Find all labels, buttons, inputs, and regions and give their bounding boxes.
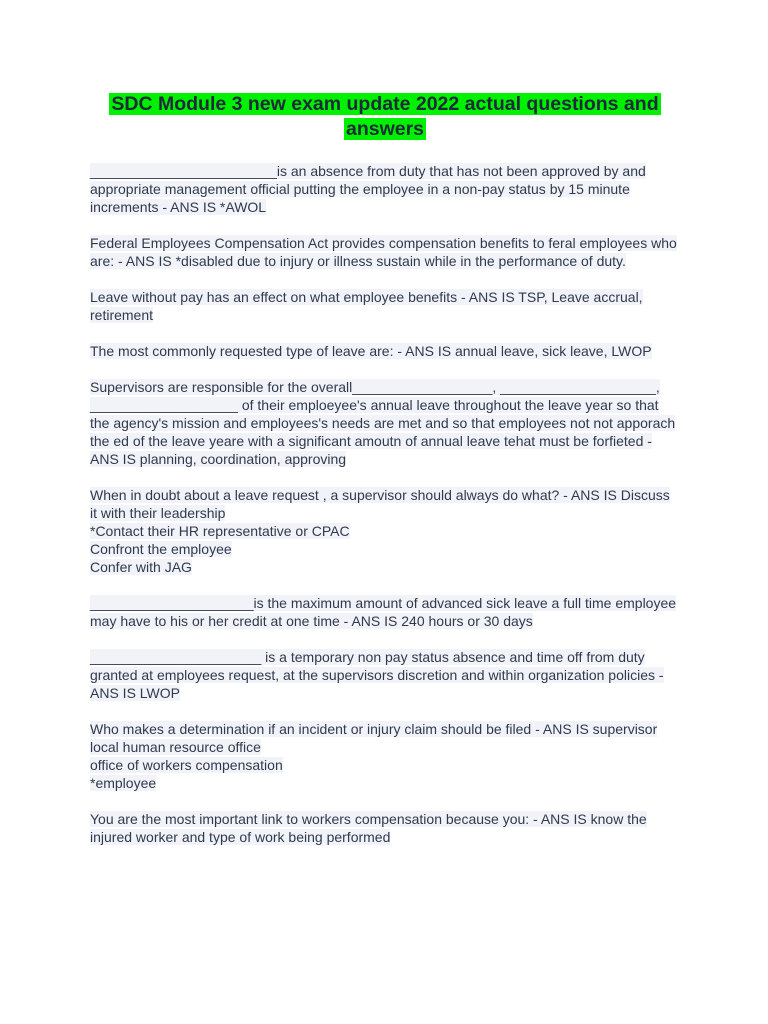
qa-text: [90, 720, 680, 792]
qa-line-text: ______________________ is a temporary non pay status absence and time off from duty granted at employees request, at the supervisors discretion and within organization policies - ANS IS LWOP: [90, 649, 664, 701]
qa-line-text: _____________________is the maximum amount of advanced sick leave a full time employee may have to his or her credit at one time - ANS IS 240 hours or 30 days: [90, 595, 677, 629]
qa-text: [90, 594, 680, 630]
qa-line: [90, 162, 680, 216]
qa-list: [90, 162, 680, 846]
qa-item: [90, 288, 680, 324]
qa-line: [90, 540, 680, 558]
qa-text: [90, 378, 680, 468]
qa-line: [90, 288, 680, 324]
document-page: [90, 92, 680, 864]
qa-line: [90, 234, 680, 270]
qa-line-text: local human resource office: [90, 739, 261, 755]
qa-line-text: The most commonly requested type of leave are: - ANS IS annual leave, sick leave, LWOP: [90, 343, 652, 359]
qa-line-text: When in doubt about a leave request , a supervisor should always do what? - ANS IS Discuss it with their leadership: [90, 487, 670, 521]
qa-line-text: ________________________is an absence from duty that has not been approved by and appropriate management official putting the employee in a non-pay status by 15 minute increments - ANS IS *AWOL: [90, 163, 646, 215]
qa-line: [90, 522, 680, 540]
qa-text: [90, 648, 680, 702]
qa-line-text: Confer with JAG: [90, 559, 192, 575]
qa-item: [90, 720, 680, 792]
qa-text: [90, 234, 680, 270]
qa-line-text: *employee: [90, 775, 157, 791]
qa-line: [90, 774, 680, 792]
qa-item: [90, 342, 680, 360]
qa-line-text: Leave without pay has an effect on what employee benefits - ANS IS TSP, Leave accrual, retirement: [90, 289, 643, 323]
qa-line: [90, 810, 680, 846]
qa-item: [90, 810, 680, 846]
qa-line: [90, 720, 680, 738]
qa-line: [90, 558, 680, 576]
qa-line-text: office of workers compensation: [90, 757, 283, 773]
qa-text: [90, 162, 680, 216]
qa-line: [90, 486, 680, 522]
qa-item: [90, 162, 680, 216]
qa-line-text: Confront the employee: [90, 541, 232, 557]
qa-line-text: Who makes a determination if an incident or injury claim should be filed - ANS IS supervisor: [90, 721, 658, 737]
qa-text: [90, 810, 680, 846]
qa-line: [90, 378, 680, 468]
qa-line-text: Supervisors are responsible for the overall__________________, ____________________, ___________________ of their emploeyee's annual leave throughout the leave year so that the agency's mission and employees's needs are met and so that employees not not apporach the ed of the leave yeare with a significant amoutn of annual leave tehat must be forfieted - ANS IS planning, coordination, approving: [90, 379, 676, 467]
qa-line-text: You are the most important link to workers compensation because you: - ANS IS know the injured worker and type of work being performed: [90, 811, 647, 845]
qa-item: [90, 378, 680, 468]
qa-line: [90, 756, 680, 774]
qa-line: [90, 594, 680, 630]
qa-text: [90, 486, 680, 576]
qa-item: [90, 648, 680, 702]
qa-item: [90, 594, 680, 630]
qa-text: [90, 288, 680, 324]
document-title: SDC Module 3 new exam update 2022 actual questions and answers: [111, 93, 659, 140]
qa-line: [90, 648, 680, 702]
qa-text: [90, 342, 680, 360]
qa-line: [90, 342, 680, 360]
qa-item: [90, 234, 680, 270]
qa-line-text: *Contact their HR representative or CPAC: [90, 523, 350, 539]
qa-item: [90, 486, 680, 576]
qa-line: [90, 738, 680, 756]
qa-line-text: Federal Employees Compensation Act provides compensation benefits to feral employees who are: - ANS IS *disabled due to injury or illness sustain while in the performance of duty.: [90, 235, 677, 269]
